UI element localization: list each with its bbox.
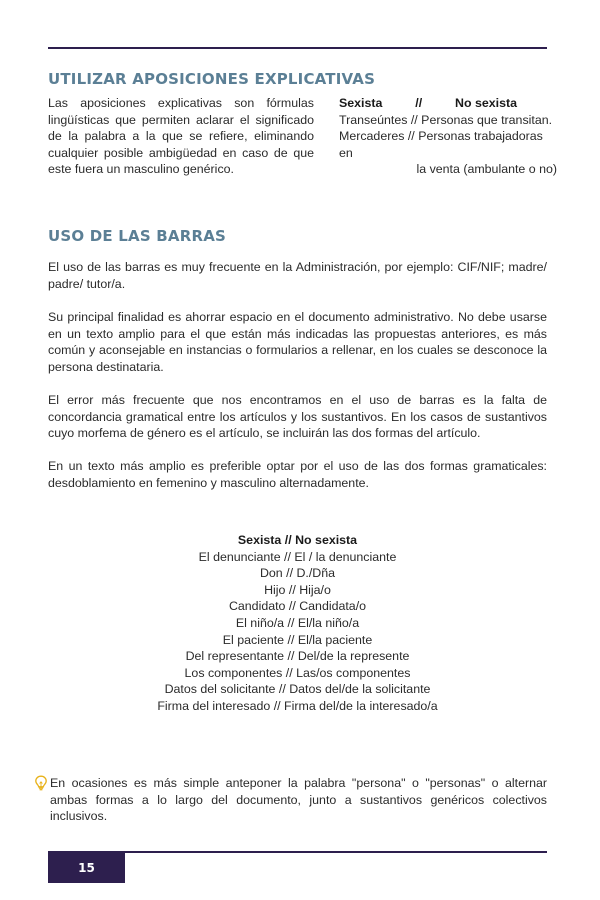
example-line: Datos del solicitante // Datos del/de la solicitante (164, 682, 431, 697)
barras-paragraph-2: Su principal finalidad es ahorrar espacio en el documento administrativo. No debe usarse en un texto amplio para el que están más indicadas las propuestas anteriores, es más común y aconsejable en instancias o formularios a rellenar, en los cuales se desconoce la persona destinataria. (48, 310, 547, 374)
examples-header (339, 95, 517, 112)
example-line: Firma del interesado // Firma del/de la interesado/a (157, 698, 438, 713)
header-sexist: Sexista (339, 96, 383, 110)
top-rule (48, 47, 547, 49)
page-number: 15 (48, 852, 125, 883)
barras-paragraph-4: En un texto más amplio es preferible optar por el uso de las dos formas gramaticales: desdoblamiento en femenino y masculino alternadamente. (48, 459, 547, 490)
example-row: Mercaderes // Personas trabajadoras en (339, 129, 543, 160)
barras-paragraph-3: El error más frecuente que nos encontramos en el uso de barras es la falta de concordancia gramatical entre los artículos y los sustantivos. En los casos de sustantivos cuyo morfema de género es el artículo, se incluirán las dos formas del artículo. (48, 393, 547, 441)
example-row: Transeúntes // Personas que transitan. (339, 112, 553, 127)
header-nonsexist: No sexista (455, 96, 517, 110)
example-line: El paciente // El/la paciente (222, 632, 373, 647)
example-line: Hijo // Hija/o (264, 582, 331, 597)
header-separator: // (415, 96, 423, 110)
lightbulb-icon (34, 775, 50, 825)
aposiciones-examples (339, 95, 557, 178)
tip-note (34, 775, 547, 825)
example-row-continued: la venta (ambulante o no) (416, 162, 557, 177)
example-line: Los componentes // Las/os componentes (184, 665, 411, 680)
aposiciones-paragraph: Las aposiciones explicativas son fórmulas lingüísticas que permiten aclarar el significado de la palabra a la que se refiere, eliminando cualquier posible ambigüedad en caso de que este fuera un masculino genérico. (48, 96, 314, 177)
example-line: El denunciante // El / la denunciante (198, 549, 397, 564)
examples-header: Sexista // No sexista (237, 533, 358, 547)
tip-text: En ocasiones es más simple anteponer la palabra "persona" o "personas" o alternar ambas formas a lo largo del documento, junto a sustantivos genéricos colectivos inclusivos. (50, 776, 547, 824)
example-line: Del representante // Del/de la represente (185, 649, 410, 664)
example-line: El niño/a // El/la niño/a (235, 615, 360, 630)
section-heading-aposiciones: UTILIZAR APOSICIONES EXPLICATIVAS (48, 70, 376, 88)
example-line: Don // D./Dña (259, 566, 336, 581)
example-line: Candidato // Candidata/o (228, 599, 367, 614)
barras-examples (48, 532, 547, 715)
section-heading-barras: USO DE LAS BARRAS (48, 227, 227, 245)
barras-paragraph-1: El uso de las barras es muy frecuente en la Administración, por ejemplo: CIF/NIF; madre/ padre/ tutor/a. (48, 260, 547, 291)
